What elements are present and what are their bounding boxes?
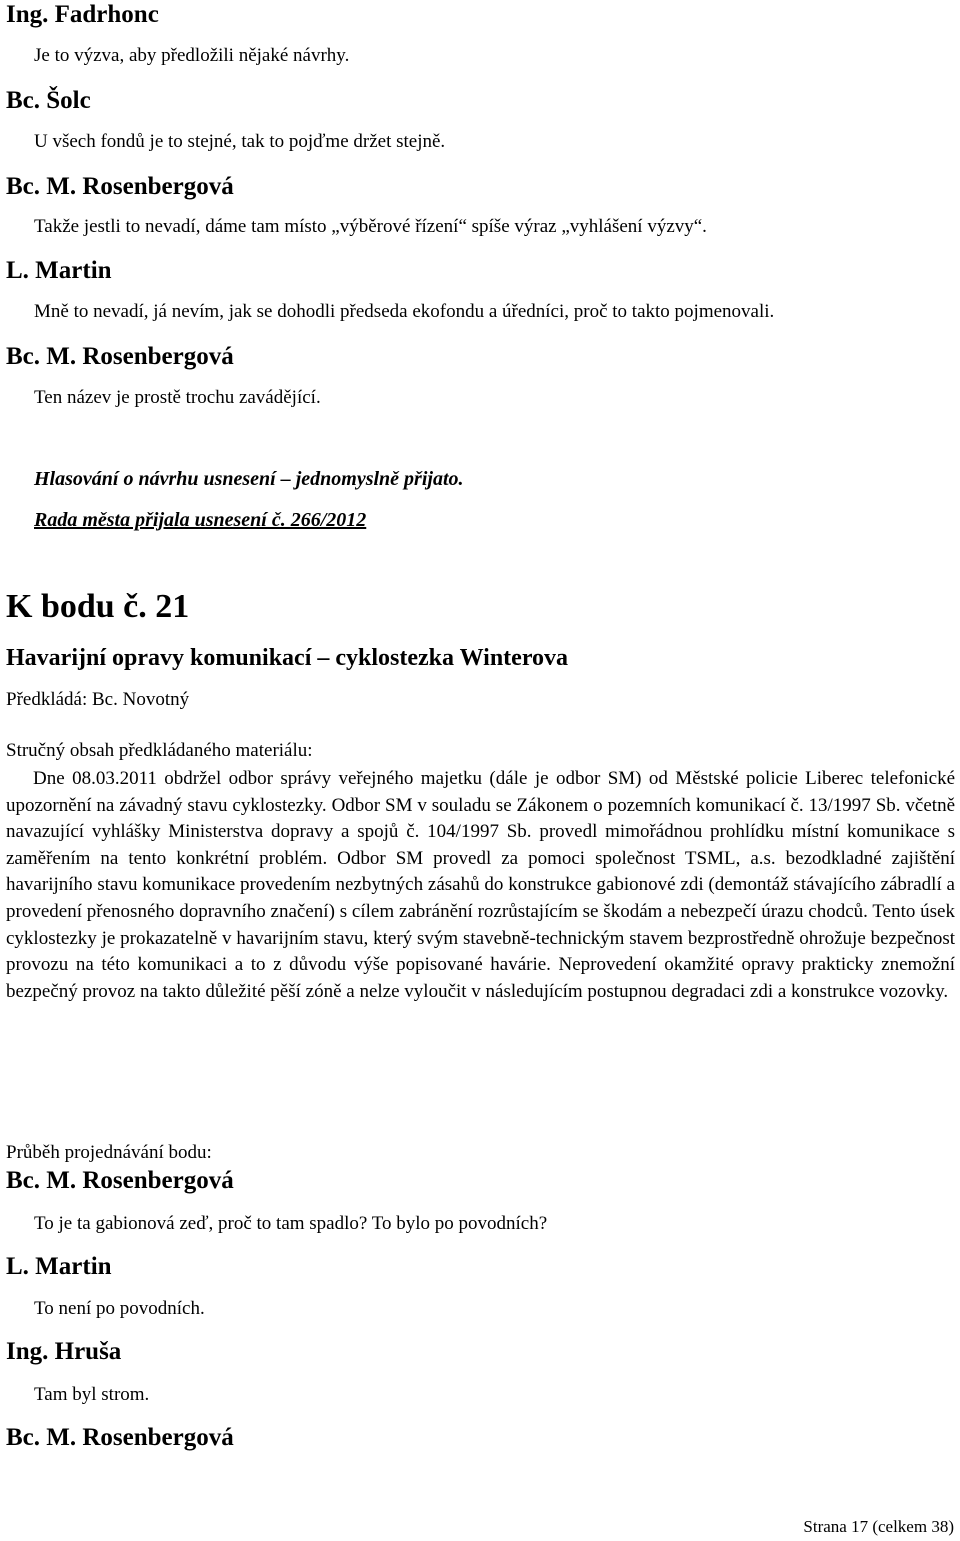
- speaker-name: Bc. M. Rosenbergová: [6, 343, 234, 370]
- speaker-name: Bc. M. Rosenbergová: [6, 173, 234, 200]
- speaker-name: L. Martin: [6, 257, 112, 284]
- utterance-text: To není po povodních.: [34, 1298, 205, 1319]
- utterance-text: U všech fondů je to stejné, tak to pojďme držet stejně.: [34, 131, 446, 152]
- speaker-name: Ing. Hruša: [6, 1338, 122, 1365]
- speaker-name: Bc. M. Rosenbergová: [6, 1424, 234, 1451]
- utterance-text: Je to výzva, aby předložili nějaké návrhy.: [34, 45, 350, 66]
- page-number: Strana 17 (celkem 38): [803, 1517, 954, 1536]
- utterance-text: To je ta gabionová zeď, proč to tam spadlo? To bylo po povodních?: [34, 1213, 548, 1234]
- summary-text: Dne 08.03.2011 obdržel odbor správy veřejného majetku (dále je odbor SM) od Městské policie Liberec telefonické upozornění na závadný stavu cyklostezky. Odbor SM v souladu se Zákonem o pozemních komunikací č. 13/1997 Sb. včetně navazující vyhlášky Ministerstva dopravy a spojů č. 104/1997 Sb. provedl mimořádnou prohlídku místní komunikace s zaměřením na tento konkrétní problém. Odbor SM provedl za pomoci společnost TSML, a.s. bezodkladné zajištění havarijního stavu komunikace provedením nezbytných zásahů do konstrukce gabionové zdi (demontáž stávajícího zábradlí a provedení přenosného dopravního značení) s cílem zabránění rozrůstajícím se škodám a nebezpečí úrazu chodců. Tento úsek cyklostezky je prokazatelně v havarijním stavu, který svým stavebně-technickým stavem bezprostředně ohrožuje bezpečnost provozu na této komunikaci a to z důvodu výše popisované havárie. Neprovedení okamžité opravy prakticky znemožní bezpečný provoz na takto důležité pěší zóně a nelze vyloučit v následujícím postupnou degradaci zdi a konstrukce vozovky.: [6, 768, 955, 1002]
- speaker-name: Ing. Fadrhonc: [6, 1, 159, 28]
- discussion-label: Průběh projednávání bodu:: [6, 1142, 212, 1163]
- vote-result: Hlasování o návrhu usnesení – jednomyslně přijato.: [34, 468, 464, 490]
- speaker-name: L. Martin: [6, 1253, 112, 1280]
- agenda-title: Havarijní opravy komunikací – cyklostezka Winterova: [6, 645, 569, 671]
- utterance-text: Mně to nevadí, já nevím, jak se dohodli předseda ekofondu a úředníci, proč to takto pojmenovali.: [34, 301, 775, 322]
- agenda-heading: K bodu č. 21: [6, 588, 190, 625]
- utterance-text: Tam byl strom.: [34, 1384, 150, 1405]
- summary-label: Stručný obsah předkládaného materiálu:: [6, 740, 313, 761]
- utterance-text: Ten název je prostě trochu zavádějící.: [34, 387, 321, 408]
- speaker-name: Bc. M. Rosenbergová: [6, 1167, 234, 1194]
- resolution-number: Rada města přijala usnesení č. 266/2012: [34, 509, 367, 531]
- presenter: Předkládá: Bc. Novotný: [6, 689, 190, 710]
- summary-paragraph: [6, 766, 955, 1005]
- speaker-name: Bc. Šolc: [6, 87, 91, 114]
- utterance-text: Takže jestli to nevadí, dáme tam místo „výběrové řízení“ spíše výraz „vyhlášení výzvy“.: [34, 216, 707, 237]
